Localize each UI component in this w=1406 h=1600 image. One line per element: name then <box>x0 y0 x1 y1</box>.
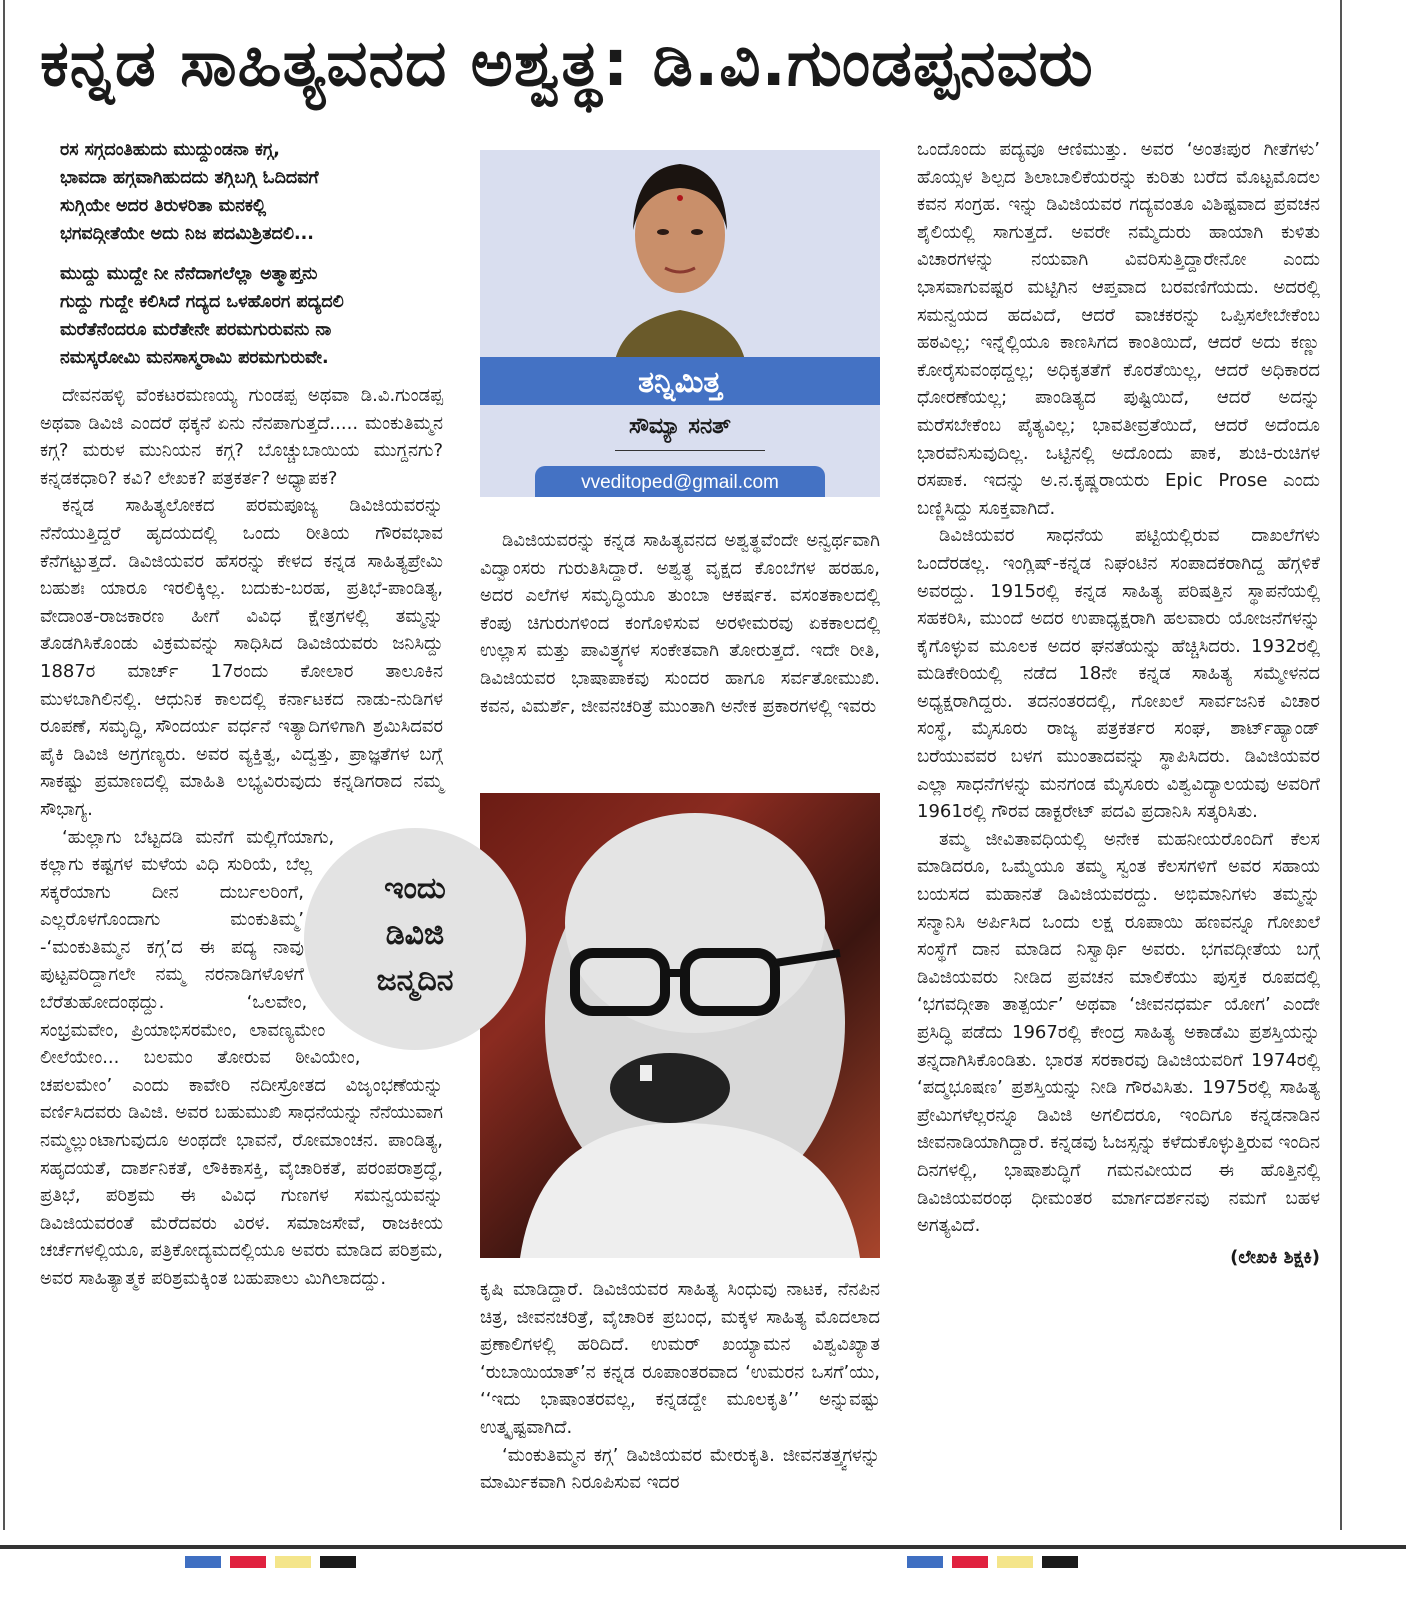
paragraph: ಕನ್ನಡ ಸಾಹಿತ್ಯಲೋಕದ ಪರಮಪೂಜ್ಯ ಡಿವಿಜಿಯವರನ್ನು ನೆನೆಯುತ್ತಿದ್ದರೆ ಹೃದಯದಲ್ಲಿ ಒಂದು ರೀತಿಯ ಗೌರವಭಾವ ಕೆನೆಗಟ್ಟುತ್ತದೆ. ಡಿವಿಜಿಯವರ ಹೆಸರನ್ನು ಕೇಳದ ಕನ್ನಡ ಸಾಹಿತ್ಯಪ್ರೇಮಿ ಬಹುಶಃ ಯಾರೂ ಇರಲಿಕ್ಕಿಲ್ಲ. ಬದುಕು-ಬರಹ, ಪ್ರತಿಭೆ-ಪಾಂಡಿತ್ಯ, ವೇದಾಂತ-ರಾಜಕಾರಣ ಹೀಗೆ ವಿವಿಧ ಕ್ಷೇತ್ರಗಳಲ್ಲಿ ತಮ್ಮನ್ನು ತೊಡಗಿಸಿಕೊಂಡು ವಿಕ್ರಮವನ್ನು ಸಾಧಿಸಿದ ಡಿವಿಜಿಯವರು ಜನಿಸಿದ್ದು 1887ರ ಮಾರ್ಚ್ 17ರಂದು ಕೋಲಾರ ತಾಲೂಕಿನ ಮುಳಬಾಗಿಲಿನಲ್ಲಿ. ಆಧುನಿಕ ಕಾಲದಲ್ಲಿ ಕರ್ನಾಟಕದ ನಾಡು-ನುಡಿಗಳ ರೂಪಣೆ, ಸಮೃದ್ಧಿ, ಸೌಂದರ್ಯ ವರ್ಧನೆ ಇತ್ಯಾದಿಗಳಿಗಾಗಿ ಶ್ರಮಿಸಿದವರ ಪೈಕಿ ಡಿವಿಜಿ ಅಗ್ರಗಣ್ಯರು. ಅವರ ವ್ಯಕ್ತಿತ್ವ, ವಿದ್ವತ್ತು, ಪ್ರಾಜ್ಞತೆಗಳ ಬಗ್ಗೆ ಸಾಕಷ್ಟು ಪ್ರಮಾಣದಲ್ಲಿ ಮಾಹಿತಿ ಲಭ್ಯವಿರುವುದು ಕನ್ನಡಿಗರಾದ ನಮ್ಮ ಸೌಭಾಗ್ಯ. <box>40 495 443 820</box>
poem-line: ಮರೆತೆನೆಂದರೂ ಮರೆತೇನೇ ಪರಮಗುರುವನು ನಾ <box>60 320 332 340</box>
author-name: ಸೌಮ್ಯಾ ಸನತ್ <box>629 414 731 439</box>
columnist-portrait <box>605 150 755 360</box>
registration-mark-red <box>230 1556 266 1568</box>
paragraph: ತಮ್ಮ ಜೀವಿತಾವಧಿಯಲ್ಲಿ ಅನೇಕ ಮಹನೀಯರೊಂದಿಗೆ ಕೆಲಸ ಮಾಡಿದರೂ, ಒಮ್ಮೆಯೂ ತಮ್ಮ ಸ್ವಂತ ಕೆಲಸಗಳಿಗೆ ಅವರ ಸಹಾಯ ಬಯಸದ ಮಹಾನತೆ ಡಿವಿಜಿಯವರದ್ದು. ಅಭಿಮಾನಿಗಳು ತಮ್ಮನ್ನು ಸನ್ಮಾನಿಸಿ ಅರ್ಪಿಸಿದ ಒಂದು ಲಕ್ಷ ರೂಪಾಯಿ ಹಣವನ್ನೂ ಗೋಖಲೆ ಸಂಸ್ಥೆಗೆ ದಾನ ಮಾಡಿದ ನಿಸ್ವಾರ್ಥಿ ಅವರು. ಭಗವದ್ಗೀತೆಯ ಬಗ್ಗೆ ಡಿವಿಜಿಯವರು ನೀಡಿದ ಪ್ರವಚನ ಮಾಲಿಕೆಯು ಪುಸ್ತಕ ರೂಪದಲ್ಲಿ ‘ಭಗವದ್ಗೀತಾ ತಾತ್ಪರ್ಯ’ ಅಥವಾ ‘ಜೀವನಧರ್ಮ ಯೋಗ’ ಎಂದೇ ಪ್ರಸಿದ್ಧಿ ಪಡೆದು 1967ರಲ್ಲಿ ಕೇಂದ್ರ ಸಾಹಿತ್ಯ ಅಕಾಡೆಮಿ ಪ್ರಶಸ್ತಿಯನ್ನು ತನ್ನದಾಗಿಸಿಕೊಂಡಿತು. ಭಾರತ ಸರಕಾರವು ಡಿವಿಜಿಯವರಿಗೆ 1974ರಲ್ಲಿ ‘ಪದ್ಮಭೂಷಣ’ ಪ್ರಶಸ್ತಿಯನ್ನು ನೀಡಿ ಗೌರವಿಸಿತು. 1975ರಲ್ಲಿ ಸಾಹಿತ್ಯ ಪ್ರೇಮಿಗಳೆಲ್ಲರನ್ನೂ ಡಿವಿಜಿ ಅಗಲಿದರೂ, ಇಂದಿಗೂ ಕನ್ನಡನಾಡಿನ ಜೀವನಾಡಿಯಾಗಿದ್ದಾರೆ. ಕನ್ನಡವು ಓಜಸ್ಸನ್ನು ಕಳೆದುಕೊಳ್ಳುತ್ತಿರುವ ಇಂದಿನ ದಿನಗಳಲ್ಲಿ, ಭಾಷಾಶುದ್ಧಿಗೆ ಗಮನವೀಯದ ಈ ಹೊತ್ತಿನಲ್ಲಿ ಡಿವಿಜಿಯವರಂಥ ಧೀಮಂತರ ಮಾರ್ಗದರ್ಶನವು ನಮಗೆ ಬಹಳ ಅಗತ್ಯವಿದೆ. <box>917 828 1320 1237</box>
poem-line: ಭಗವದ್ಗೀತೆಯೇ ಅದು ನಿಜ ಪದಮಿಶ್ರಿತದಲಿ... <box>60 224 314 244</box>
column-right <box>917 136 1320 1271</box>
paragraph: ‘ಹುಲ್ಲಾಗು ಬೆಟ್ಟದಡಿ ಮನೆಗೆ ಮಲ್ಲಿಗೆಯಾಗು, ಕಲ್ಲಾಗು ಕಷ್ಟಗಳ ಮಳೆಯ ವಿಧಿ ಸುರಿಯೆ, ಬೆಲ್ಲ ಸಕ್ಕರೆಯಾಗು ದೀನ ದುರ್ಬಲರಿಂಗೆ, ಎಲ್ಲರೊಳಗೊಂದಾಗು ಮಂಕುತಿಮ್ಮ’ -‘ಮಂಕುತಿಮ್ಮನ ಕಗ್ಗ’ದ ಈ ಪದ್ಯ ನಾವು ಪುಟ್ಟವರಿದ್ದಾಗಲೇ ನಮ್ಮ ನರನಾಡಿಗಳೊಳಗೆ ಬೆರೆತುಹೋದಂಥದ್ದು. ‘ಒಲವೇಂ, ಸಂಭ್ರಮವೇಂ, ಪ್ರಿಯಾಭಿಸರಮೇಂ, ಲಾವಣ್ಯಮೇಂ ಲೀಲೆಯೇಂ... ಬಲಮಂ ತೋರುವ ಠೀವಿಯೇಂ, ಚಪಲಮೇಂ’ ಎಂದು ಕಾವೇರಿ ನದೀಸ್ರೋತದ ವಿಜೃಂಭಣೆಯನ್ನು ವರ್ಣಿಸಿದವರು ಡಿವಿಜಿ. ಅವರ ಬಹುಮುಖಿ ಸಾಧನೆಯನ್ನು ನೆನೆಯುವಾಗ ನಮ್ಮಲ್ಲುಂಟಾಗುವುದೂ ಅಂಥದೇ ಭಾವನೆ, ರೋಮಾಂಚನ. ಪಾಂಡಿತ್ಯ, ಸಹೃದಯತೆ, ದಾರ್ಶನಿಕತೆ, ಲೌಕಿಕಾಸಕ್ತಿ, ವೈಚಾರಿಕತೆ, ಪರಂಪರಾಶ್ರದ್ಧೆ, ಪ್ರತಿಭೆ, ಪರಿಶ್ರಮ ಈ ವಿವಿಧ ಗುಣಗಳ ಸಮನ್ವಯವನ್ನು ಡಿವಿಜಿಯವರಂತೆ ಮೆರೆದವರು ವಿರಳ. ಸಮಾಜಸೇವೆ, ರಾಜಕೀಯ ಚರ್ಚೆಗಳಲ್ಲಿಯೂ, ಪತ್ರಿಕೋದ್ಯಮದಲ್ಲಿಯೂ ಅವರು ಮಾಡಿದ ಪರಿಶ್ರಮ, ಅವರ ಸಾಹಿತ್ಯಾತ್ಮಕ ಪರಿಶ್ರಮಕ್ಕಿಂತ ಬಹುಪಾಲು ಮಿಗಿಲಾದದ್ದು. <box>40 826 443 1289</box>
headline: ಕನ್ನಡ ಸಾಹಿತ್ಯವನದ ಅಶ್ವತ್ಥ: ಡಿ.ವಿ.ಗುಂಡಪ್ಪನವರು <box>40 27 1094 101</box>
registration-mark-red <box>952 1556 988 1568</box>
callout-line: ಜನ್ಮದಿನ <box>376 962 454 998</box>
poem-line: ನಮಸ್ಕರೋಮಿ ಮನಸಾಸ್ಮರಾಮಿ ಪರಮಗುರುವೇ. <box>60 348 329 368</box>
registration-mark-black <box>1042 1556 1078 1568</box>
paragraph: ಕೃಷಿ ಮಾಡಿದ್ದಾರೆ. ಡಿವಿಜಿಯವರ ಸಾಹಿತ್ಯ ಸಿಂಧುವು ನಾಟಕ, ನೆನಪಿನ ಚಿತ್ರ, ಜೀವನಚರಿತ್ರೆ, ವೈಚಾರಿಕ ಪ್ರಬಂಧ, ಮಕ್ಕಳ ಸಾಹಿತ್ಯ ಮೊದಲಾದ ಪ್ರಣಾಲಿಗಳಲ್ಲಿ ಹರಿದಿದೆ. ಉಮರ್ ಖಯ್ಯಾಮನ ವಿಶ್ವವಿಖ್ಯಾತ ‘ರುಬಾಯಿಯಾತ್’ನ ಕನ್ನಡ ರೂಪಾಂತರವಾದ ‘ಉಮರನ ಒಸಗೆ’ಯು, ‘‘ಇದು ಭಾಷಾಂತರವಲ್ಲ, ಕನ್ನಡದ್ದೇ ಮೂಲಕೃತಿ’’ ಅನ್ನುವಷ್ಟು ಉತ್ಕೃಷ್ಟವಾಗಿದೆ. <box>480 1279 880 1438</box>
registration-mark-blue <box>907 1556 943 1568</box>
right-border <box>1340 0 1342 1530</box>
poem-line: ಸುಗ್ಗಿಯೇ ಅದರ ತಿರುಳರಿತಾ ಮನಕಲ್ಲಿ <box>60 196 267 216</box>
paragraph: ಡಿವಿಜಿಯವರ ಸಾಧನೆಯ ಪಟ್ಟಿಯಲ್ಲಿರುವ ದಾಖಲೆಗಳು ಒಂದೆರಡಲ್ಲ. ಇಂಗ್ಲಿಷ್-ಕನ್ನಡ ನಿಘಂಟಿನ ಸಂಪಾದಕರಾಗಿದ್ದ ಹೆಗ್ಗಳಿಕೆ ಅವರದ್ದು. 1915ರಲ್ಲಿ ಕನ್ನಡ ಸಾಹಿತ್ಯ ಪರಿಷತ್ತಿನ ಸ್ಥಾಪನೆಯಲ್ಲಿ ಸಹಕರಿಸಿ, ಮುಂದೆ ಅದರ ಉಪಾಧ್ಯಕ್ಷರಾಗಿ ಹಲವಾರು ಯೋಜನೆಗಳನ್ನು ಕೈಗೊಳ್ಳುವ ಮೂಲಕ ಅದರ ಘನತೆಯನ್ನು ಹೆಚ್ಚಿಸಿದರು. 1932ರಲ್ಲಿ ಮಡಿಕೇರಿಯಲ್ಲಿ ನಡೆದ 18ನೇ ಕನ್ನಡ ಸಾಹಿತ್ಯ ಸಮ್ಮೇಳನದ ಅಧ್ಯಕ್ಷರಾಗಿದ್ದರು. ತದನಂತರದಲ್ಲಿ, ಗೋಖಲೆ ಸಾರ್ವಜನಿಕ ವಿಚಾರ ಸಂಸ್ಥೆ, ಮೈಸೂರು ರಾಜ್ಯ ಪತ್ರಕರ್ತರ ಸಂಘ, ಶಾರ್ಟ್‌ಹ್ಯಾಂಡ್ ಬರೆಯುವವರ ಬಳಗ ಮುಂತಾದವನ್ನು ಸ್ಥಾಪಿಸಿದರು. ಡಿವಿಜಿಯವರ ಎಲ್ಲಾ ಸಾಧನೆಗಳನ್ನು ಮನಗಂಡ ಮೈಸೂರು ವಿಶ್ವವಿದ್ಯಾಲಯವು ಅವರಿಗೆ 1961ರಲ್ಲಿ ಗೌರವ ಡಾಕ್ಟರೇಟ್ ಪದವಿ ಪ್ರದಾನಿಸಿ ಸತ್ಕರಿಸಿತು. <box>917 525 1320 823</box>
bottom-rule <box>0 1545 1406 1549</box>
registration-mark-yellow <box>275 1556 311 1568</box>
column-middle-top <box>480 527 880 720</box>
poem-stanza-1 <box>60 136 443 248</box>
poem-stanza-2 <box>60 260 443 372</box>
divider <box>615 450 765 451</box>
paragraph: ‘ಮಂಕುತಿಮ್ಮನ ಕಗ್ಗ’ ಡಿವಿಜಿಯವರ ಮೇರುಕೃತಿ. ಜೀವನತತ್ತ್ವಗಳನ್ನು ಮಾರ್ಮಿಕವಾಗಿ ನಿರೂಪಿಸುವ ಇದರ <box>480 1444 880 1494</box>
paragraph: ಒಂದೊಂದು ಪದ್ಯವೂ ಆಣಿಮುತ್ತು. ಅವರ ‘ಅಂತಃಪುರ ಗೀತೆಗಳು’ ಹೊಯ್ಸಳ ಶಿಲ್ಪದ ಶಿಲಾಬಾಲಿಕೆಯರನ್ನು ಕುರಿತು ಬರೆದ ಮೊಟ್ಟಮೊದಲ ಕವನ ಸಂಗ್ರಹ. ಇನ್ನು ಡಿವಿಜಿಯವರ ಗದ್ಯವಂತೂ ವಿಶಿಷ್ಟವಾದ ಪ್ರವಚನ ಶೈಲಿಯಲ್ಲಿ ಸಾಗುತ್ತದೆ. ಅವರೇ ನಮ್ಮೆದುರು ಹಾಯಾಗಿ ಕುಳಿತು ವಿಚಾರಗಳನ್ನು ನಯವಾಗಿ ವಿವರಿಸುತ್ತಿದ್ದಾರೇನೋ ಎಂದು ಭಾಸವಾಗುವಷ್ಟರ ಮಟ್ಟಿಗಿನ ಆಪ್ತವಾದ ಬರವಣಿಗೆಯದು. ಅದರಲ್ಲಿ ಸಮನ್ವಯದ ಹದವಿದೆ, ಆದರೆ ವಾಚಕರನ್ನು ಒಪ್ಪಿಸಲೇಬೇಕೆಂಬ ಹಠವಿಲ್ಲ; ಇನ್ನೆಲ್ಲಿಯೂ ಕಾಣಸಿಗದ ಕಾಂತಿಯಿದೆ, ಆದರೆ ಅದು ಕಣ್ಣು ಕೋರೈಸುವಂಥದ್ದಲ್ಲ; ಅಧಿಕೃತತೆಗೆ ಕೊರತೆಯಿಲ್ಲ, ಆದರೆ ಅಧಿಕಾರದ ಧೋರಣೆಯಲ್ಲ; ಪಾಂಡಿತ್ಯದ ಪುಷ್ಟಿಯಿದೆ, ಆದರೆ ಅದನ್ನು ಮರೆಸಬೇಕೆಂಬ ಪೈತ್ಯವಿಲ್ಲ; ಭಾವತೀವ್ರತೆಯಿದೆ, ಆದರೆ ಅದೆಂದೂ ಭಾರವೆನಿಸುವುದಿಲ್ಲ. ಒಟ್ಟಿನಲ್ಲಿ ಅದೊಂದು ಪಾಕ, ಶುಚಿ-ರುಚಿಗಳ ರಸಪಾಕ. ಇದನ್ನು ಅ.ನ.ಕೃಷ್ಣರಾಯರು Epic Prose ಎಂದು ಬಣ್ಣಿಸಿದ್ದು ಸೂಕ್ತವಾಗಿದೆ. <box>917 139 1320 519</box>
callout-line: ಇಂದು <box>384 870 446 906</box>
column-kicker: ತನ್ನಿಮಿತ್ತ <box>638 365 722 400</box>
registration-mark-black <box>320 1556 356 1568</box>
paragraph: ಡಿವಿಜಿಯವರನ್ನು ಕನ್ನಡ ಸಾಹಿತ್ಯವನದ ಅಶ್ವತ್ಥವೆಂದೇ ಅನ್ವರ್ಥವಾಗಿ ವಿದ್ವಾಂಸರು ಗುರುತಿಸಿದ್ದಾರೆ. ಅಶ್ವತ್ಥ ವೃಕ್ಷದ ಕೊಂಬೆಗಳ ಹರಹೂ, ಅದರ ಎಲೆಗಳ ಸಮೃದ್ಧಿಯೂ ತುಂಬಾ ಆಕರ್ಷಕ. ವಸಂತಕಾಲದಲ್ಲಿ ಕೆಂಪು ಚಿಗುರುಗಳಿಂದ ಕಂಗೊಳಿಸುವ ಅರಳೀಮರವು ಏಕಕಾಲದಲ್ಲಿ ಉಲ್ಲಾಸ ಮತ್ತು ಪಾವಿತ್ರ್ಯಗಳ ಸಂಕೇತವಾಗಿ ತೋರುತ್ತದೆ. ಇದೇ ರೀತಿ, ಡಿವಿಜಿಯವರ ಭಾಷಾಪಾಕವು ಸುಂದರ ಹಾಗೂ ಸರ್ವತೋಮುಖಿ. ಕವನ, ವಿಮರ್ಶೆ, ಜೀವನಚರಿತ್ರೆ ಮುಂತಾಗಿ ಅನೇಕ ಪ್ರಕಾರಗಳಲ್ಲಿ ಇವರು <box>480 530 880 717</box>
author-credit: (ಲೇಖಕಿ ಶಿಕ್ಷಕಿ) <box>1230 1246 1320 1268</box>
column-left <box>40 136 454 1293</box>
poem-line: ರಸ ಸಗ್ಗದಂತಿಹುದು ಮುದ್ದುಂಡನಾ ಕಗ್ಗ, <box>60 140 280 160</box>
poem-line: ಭಾವದಾ ಹಗ್ಗವಾಗಿಹುದದು ತಗ್ಗಿಬಗ್ಗಿ ಓದಿದವಗೆ <box>60 168 319 188</box>
registration-mark-blue <box>185 1556 221 1568</box>
poem-line: ಮುದ್ದು ಮುದ್ದೇ ನೀ ನೆನೆದಾಗಲೆಲ್ಲಾ ಅತ್ಮಾಪ್ತನು <box>60 264 318 284</box>
poem-line: ಗುದ್ದು ಗುದ್ದೇ ಕಲಿಸಿದೆ ಗದ್ಯದ ಒಳಹೊರಗ ಪದ್ಯದಲಿ <box>60 292 344 312</box>
left-border <box>3 0 5 1530</box>
column-middle-bottom <box>480 1276 880 1497</box>
dvg-photo <box>480 793 880 1258</box>
paragraph: ದೇವನಹಳ್ಳಿ ವೆಂಕಟರಮಣಯ್ಯ ಗುಂಡಪ್ಪ ಅಥವಾ ಡಿ.ವಿ.ಗುಂಡಪ್ಪ ಅಥವಾ ಡಿವಿಜಿ ಎಂದರೆ ಥಕ್ಕನೆ ಏನು ನೆನಪಾಗುತ್ತದೆ..... ಮಂಕುತಿಮ್ಮನ ಕಗ್ಗ? ಮರುಳ ಮುನಿಯನ ಕಗ್ಗ? ಬೊಚ್ಚುಬಾಯಿಯ ಮುಗ್ದನಗು? ಕನ್ನಡಕಧಾರಿ? ಕವಿ? ಲೇಖಕ? ಪತ್ರಕರ್ತ? ಅಧ್ಯಾಪಕ? <box>40 385 443 489</box>
registration-mark-yellow <box>997 1556 1033 1568</box>
birthday-callout <box>304 828 526 1050</box>
dvg-portrait-illustration <box>480 793 880 1258</box>
columnist-box <box>480 150 880 497</box>
callout-line: ಡಿವಿಜಿ <box>385 916 445 952</box>
author-email[interactable]: vveditoped@gmail.com <box>535 466 825 497</box>
